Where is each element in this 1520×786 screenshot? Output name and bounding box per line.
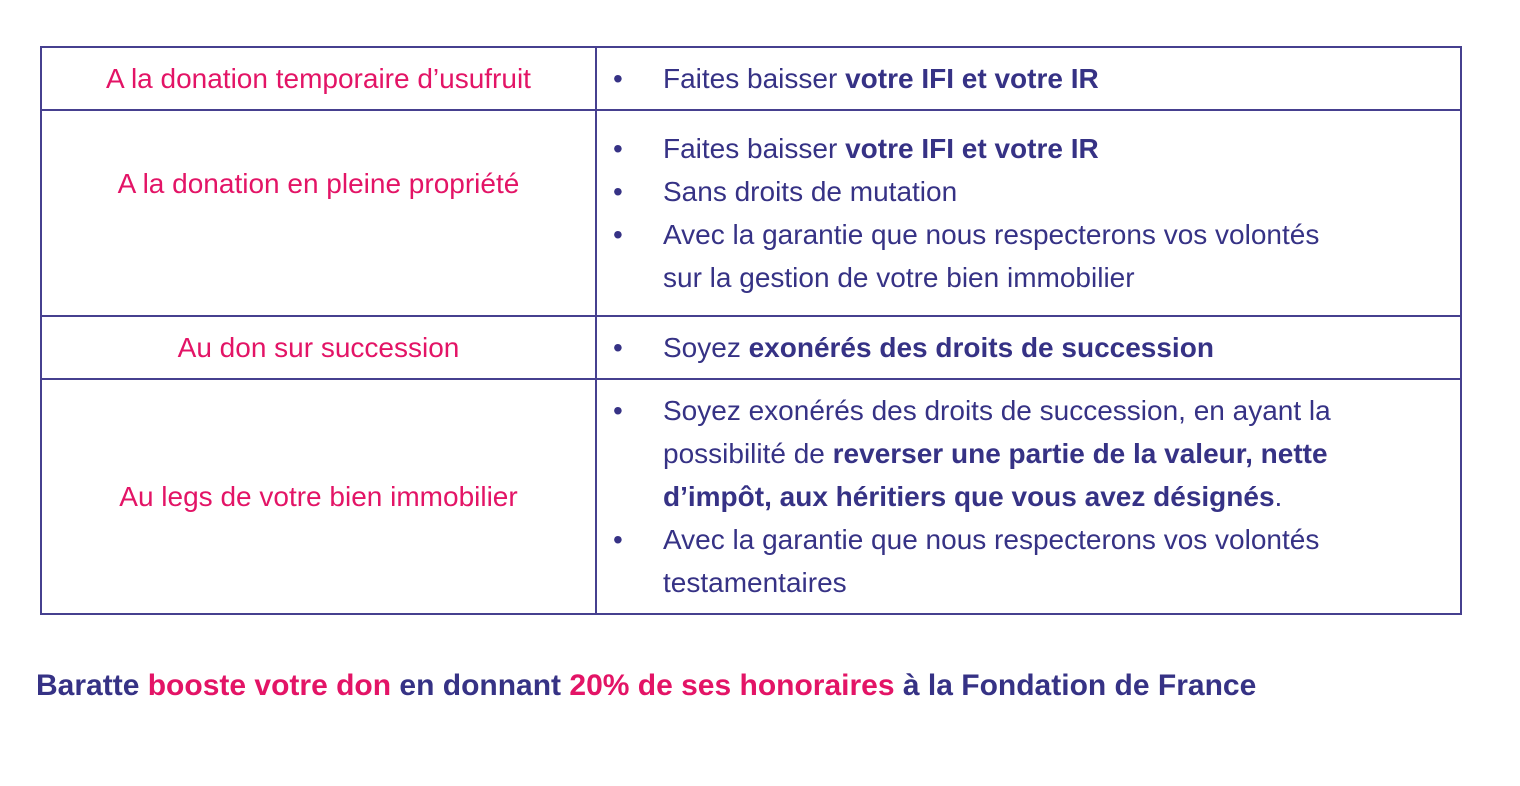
benefit-item: • Faites baisser votre IFI et votre IR — [597, 127, 1442, 170]
donation-type-label: Au legs de votre bien immobilier — [119, 480, 518, 512]
benefit-item: • Avec la garantie que nous respecterons vos volontés testamentaires — [597, 518, 1442, 604]
donation-type-label: A la donation temporaire d’usufruit — [106, 62, 531, 94]
donation-type-cell — [42, 48, 597, 109]
benefits-list — [597, 118, 1460, 308]
benefits-list — [597, 380, 1460, 613]
donation-type-cell — [42, 111, 597, 315]
donation-type-label: Au don sur succession — [177, 331, 460, 363]
table-row — [42, 109, 1460, 315]
benefits-cell — [597, 111, 1460, 315]
benefit-item: • Soyez exonérés des droits de succession, en ayant la possibilité de reverser une partie de la valeur, nette d’impôt, aux héritiers que vous avez désignés. — [597, 389, 1442, 518]
benefits-table — [40, 46, 1462, 615]
footer-note: Baratte booste votre don en donnant 20% de ses honoraires à la Fondation de France — [36, 669, 1257, 702]
benefit-item: • Avec la garantie que nous respecterons vos volontés sur la gestion de votre bien immobilier — [597, 213, 1442, 299]
benefit-item: • Sans droits de mutation — [597, 170, 1442, 213]
benefit-item: • Soyez exonérés des droits de succession — [597, 326, 1442, 369]
benefits-cell — [597, 380, 1460, 613]
benefits-cell — [597, 317, 1460, 378]
benefits-list — [597, 48, 1460, 109]
table-row — [42, 315, 1460, 378]
donation-type-label: A la donation en pleine propriété — [117, 168, 520, 199]
benefits-list — [597, 317, 1460, 378]
benefits-cell — [597, 48, 1460, 109]
table-row — [42, 378, 1460, 613]
benefit-item: • Faites baisser votre IFI et votre IR — [597, 57, 1442, 100]
table-row — [42, 48, 1460, 109]
donation-type-cell — [42, 380, 597, 613]
donation-type-cell — [42, 317, 597, 378]
